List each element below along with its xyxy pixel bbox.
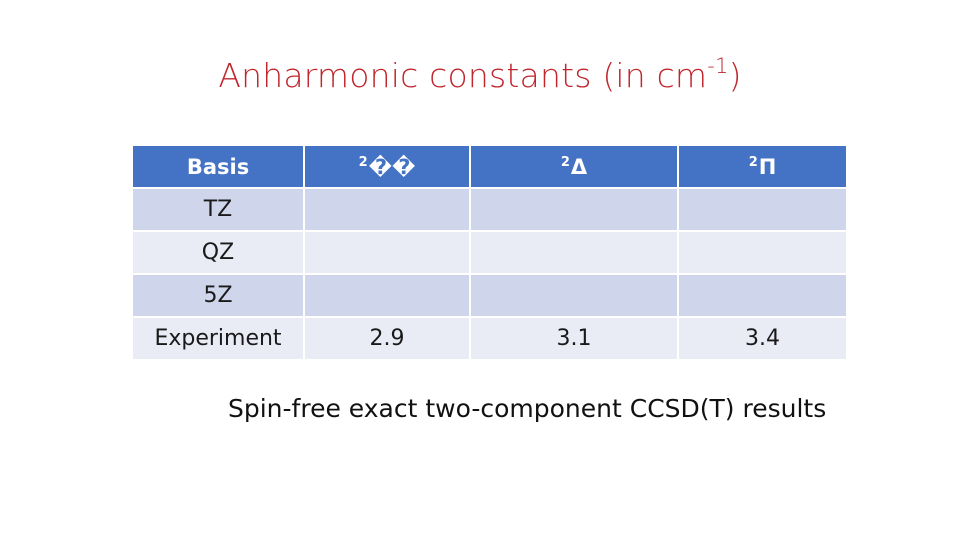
cell-experiment-state-pi: 3.4 xyxy=(679,318,846,361)
cell-tz-state-1 xyxy=(305,189,471,232)
header-state-pi-multiplicity: 2 xyxy=(748,154,758,170)
table-header-row xyxy=(133,146,846,189)
header-cell-state-delta xyxy=(471,146,679,189)
row-label-qz: QZ xyxy=(133,232,305,275)
method-footnote: Spin-free exact two-component CCSD(T) results xyxy=(228,394,827,423)
row-label-tz: TZ xyxy=(133,189,305,232)
cell-5z-state-1 xyxy=(305,275,471,318)
cell-5z-state-pi xyxy=(679,275,846,318)
cell-tz-state-pi xyxy=(679,189,846,232)
row-label-experiment: Experiment xyxy=(133,318,305,361)
header-cell-basis xyxy=(133,146,305,189)
header-basis-label: Basis xyxy=(186,154,250,179)
header-state-delta-multiplicity: 2 xyxy=(560,154,570,170)
header-state-1-label: �� xyxy=(368,154,416,179)
title-close-paren: ) xyxy=(728,56,742,95)
table-row-experiment xyxy=(133,318,846,361)
header-state-delta-label: Δ xyxy=(570,154,588,179)
table-row-qz xyxy=(133,232,846,275)
title-superscript: -1 xyxy=(707,54,729,78)
cell-5z-state-delta xyxy=(471,275,679,318)
row-label-5z: 5Z xyxy=(133,275,305,318)
anharmonic-constants-table xyxy=(133,146,846,361)
cell-experiment-state-delta: 3.1 xyxy=(471,318,679,361)
table-row-tz xyxy=(133,189,846,232)
cell-tz-state-delta xyxy=(471,189,679,232)
header-state-pi-label: Π xyxy=(758,154,777,179)
header-cell-state-1 xyxy=(305,146,471,189)
cell-qz-state-pi xyxy=(679,232,846,275)
header-cell-state-pi xyxy=(679,146,846,189)
slide-title xyxy=(0,56,960,95)
header-state-1-multiplicity: 2 xyxy=(358,154,368,170)
cell-experiment-state-1: 2.9 xyxy=(305,318,471,361)
table-row-5z xyxy=(133,275,846,318)
title-main-text: Anharmonic constants (in cm xyxy=(218,56,708,95)
cell-qz-state-delta xyxy=(471,232,679,275)
cell-qz-state-1 xyxy=(305,232,471,275)
